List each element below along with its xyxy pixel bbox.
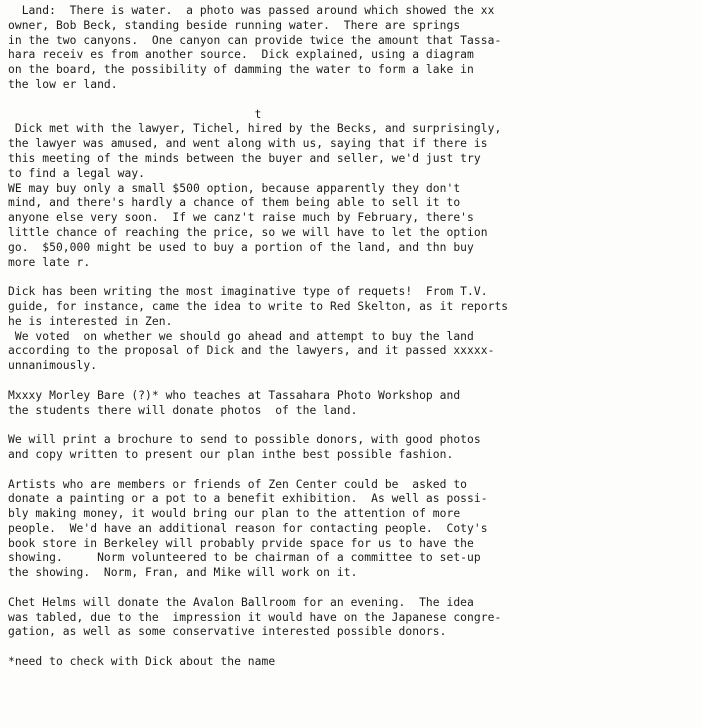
text-line: go. $50,000 might be used to buy a portion of the land, and thn buy — [8, 240, 474, 254]
text-line: anyone else very soon. If we canz't raise much by February, there's — [8, 211, 474, 225]
text-line: We will print a brochure to send to possible donors, with good photos — [8, 433, 481, 447]
text-line: Chet Helms will donate the Avalon Ballroom for an evening. The idea — [8, 595, 474, 609]
text-line: according to the proposal of Dick and the lawyers, and it passed xxxxx- — [8, 344, 495, 358]
text-line: Dick met with the lawyer, Tichel, hired by the Becks, and surprisingly, — [8, 122, 502, 136]
text-line: unnanimously. — [8, 359, 98, 373]
paragraph-footnote — [8, 655, 698, 670]
paragraph-lawyer-option — [8, 108, 698, 271]
text-line: the low er land. — [8, 77, 118, 91]
text-line: Land: There is water. a photo was passed around which showed the xx — [8, 4, 495, 17]
text-line: the showing. Norm, Fran, and Mike will work on it. — [8, 566, 358, 580]
text-line: in the two canyons. One canyon can provide twice the amount that Tassa- — [8, 33, 502, 47]
text-line: showing. Norm volunteered to be chairman of a committee to set-up — [8, 551, 481, 565]
paragraph-requests-vote — [8, 285, 698, 374]
text-line: guide, for instance, came the idea to write to Red Skelton, as it reports — [8, 299, 509, 313]
text-line: t — [8, 107, 262, 121]
text-line: Mxxxy Morley Bare (?)* who teaches at Tassahara Photo Workshop and — [8, 388, 461, 402]
text-line: bly making money, it would bring our plan to the attention of more — [8, 507, 461, 521]
text-line: little chance of reaching the price, so we will have to let the option — [8, 225, 488, 239]
text-line: and copy written to present our plan inthe best possible fashion. — [8, 447, 454, 461]
text-line: to find a legal way. — [8, 166, 146, 180]
text-line: this meeting of the minds between the buyer and seller, we'd just try — [8, 151, 481, 165]
paragraph-ballroom — [8, 596, 698, 640]
text-line: book store in Berkeley will probably prvide space for us to have the — [8, 536, 474, 550]
paragraph-land-water — [8, 4, 698, 93]
text-line: hara receiv es from another source. Dick explained, using a diagram — [8, 48, 474, 62]
text-line: people. We'd have an additional reason for contacting people. Coty's — [8, 521, 488, 535]
paragraph-brochure — [8, 433, 698, 463]
text-line: mind, and there's hardly a chance of them being able to sell it to — [8, 196, 461, 210]
text-line: donate a painting or a pot to a benefit exhibition. As well as possi- — [8, 492, 488, 506]
text-line: the lawyer was amused, and went along with us, saying that if there is — [8, 137, 488, 151]
text-line: owner, Bob Beck, standing beside running water. There are springs — [8, 18, 461, 32]
typewritten-text — [8, 4, 698, 685]
text-line: was tabled, due to the impression it would have on the Japanese congre- — [8, 610, 502, 624]
text-line: Dick has been writing the most imaginative type of requets! From T.V. — [8, 285, 488, 299]
paragraph-artists-exhibition — [8, 478, 698, 582]
text-line: on the board, the possibility of damming the water to form a lake in — [8, 63, 474, 77]
text-line: We voted on whether we should go ahead and attempt to buy the land — [8, 329, 474, 343]
text-line: Artists who are members or friends of Zen Center could be asked to — [8, 477, 468, 491]
text-line: more late r. — [8, 255, 91, 269]
footnote-line: *need to check with Dick about the name — [8, 655, 276, 669]
text-line: gation, as well as some conservative interested possible donors. — [8, 625, 447, 639]
paragraph-photos — [8, 389, 698, 419]
text-line: the students there will donate photos of the land. — [8, 403, 358, 417]
text-line: WE may buy only a small $500 option, because apparently they don't — [8, 181, 461, 195]
text-line: he is interested in Zen. — [8, 314, 173, 328]
